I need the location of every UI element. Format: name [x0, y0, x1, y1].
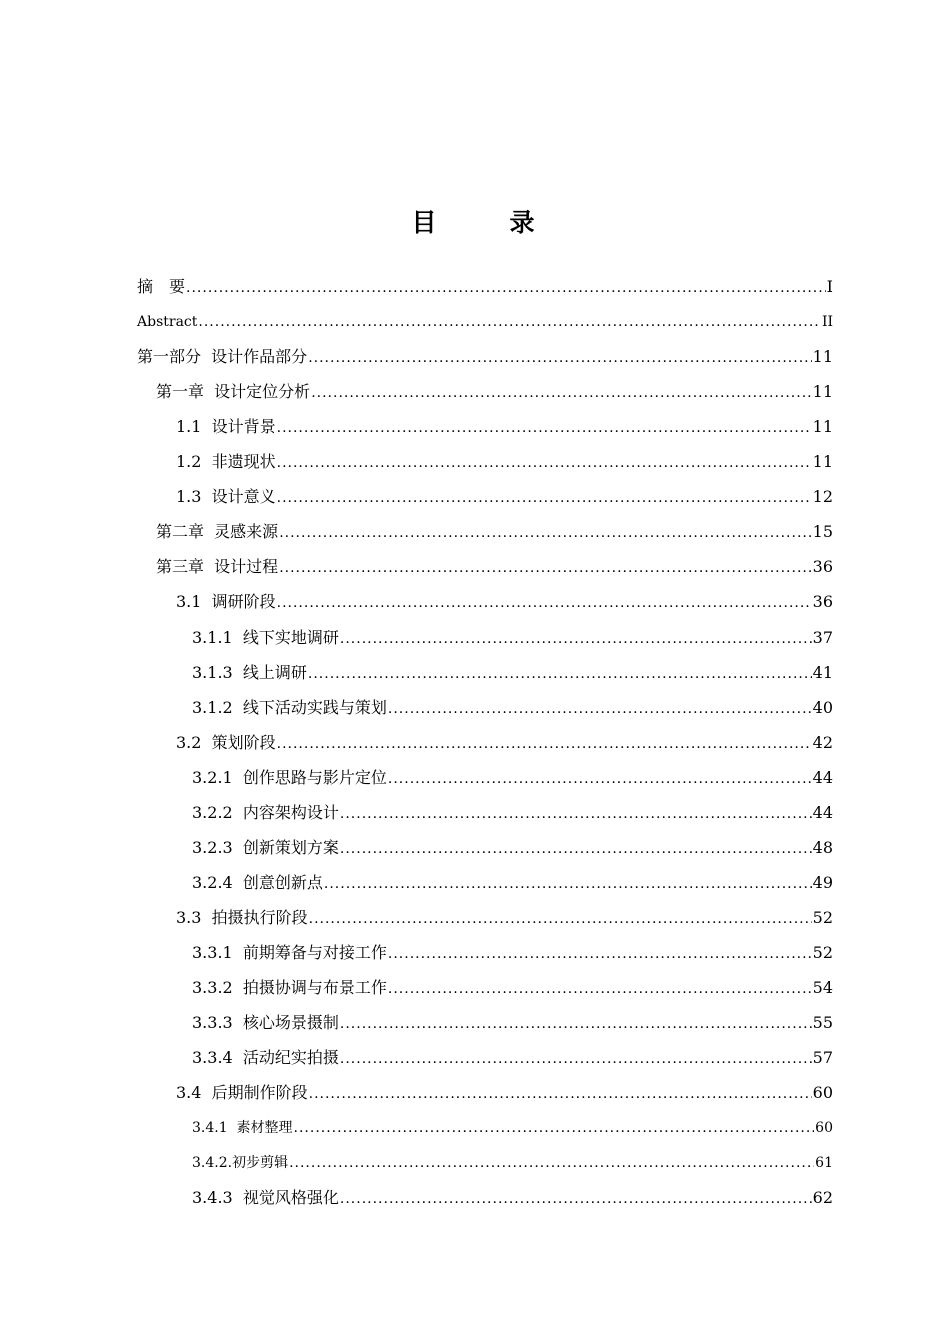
toc-entry-label: 3.4.3 视觉风格强化: [192, 1188, 339, 1208]
toc-dot-leader: [294, 1113, 815, 1143]
toc-entry-label: 3.1.1 线下实地调研: [192, 627, 339, 647]
toc-entry[interactable]: [137, 272, 833, 302]
toc-entry-label: 3.2.1 创作思路与影片定位: [192, 767, 387, 787]
toc-dot-leader: [277, 448, 812, 478]
toc-entry-page-number: 60: [815, 1120, 833, 1137]
toc-dot-leader: [340, 624, 812, 654]
toc-entry-page-number: I: [826, 277, 833, 296]
toc-entry-page-number: 36: [812, 557, 833, 577]
toc-entry-page-number: 36: [812, 592, 833, 612]
toc-entry-label: 第三章 设计过程: [156, 557, 279, 577]
toc-entry-page-number: 11: [812, 382, 833, 402]
toc-entry-page-number: 52: [812, 907, 833, 927]
toc-entry[interactable]: [192, 658, 833, 688]
toc-dot-leader: [308, 343, 811, 373]
toc-dot-leader: [388, 694, 812, 724]
toc-dot-leader: [340, 1044, 812, 1074]
toc-entry[interactable]: [192, 1148, 833, 1178]
toc-entry[interactable]: [156, 552, 833, 582]
toc-entry[interactable]: [137, 342, 833, 372]
toc-dot-leader: [388, 764, 812, 794]
toc-entry[interactable]: [192, 1183, 833, 1213]
toc-entry[interactable]: [156, 377, 833, 407]
toc-entry-page-number: 52: [812, 942, 833, 962]
toc-entry-page-number: 40: [812, 697, 833, 717]
toc-entry[interactable]: [176, 1078, 833, 1108]
toc-dot-leader: [388, 939, 812, 969]
page-title: 目 录: [411, 208, 559, 237]
toc-entry[interactable]: [156, 517, 833, 547]
toc-entry-label: 第一章 设计定位分析: [156, 382, 311, 402]
toc-entry-page-number: 37: [812, 627, 833, 647]
toc-dot-leader: [277, 729, 812, 759]
toc-entry-page-number: 11: [812, 347, 833, 367]
toc-entry-label: 3.3 拍摄执行阶段: [176, 907, 308, 927]
toc-dot-leader: [311, 378, 811, 408]
toc-entry[interactable]: [176, 447, 833, 477]
toc-dot-leader: [340, 1009, 812, 1039]
toc-entry[interactable]: [192, 763, 833, 793]
toc-entry-label: 摘 要: [137, 277, 186, 296]
toc-entry-label: 第一部分 设计作品部分: [137, 347, 308, 367]
toc-dot-leader: [289, 1148, 814, 1178]
toc-entry-page-number: 42: [812, 732, 833, 752]
toc-entry-label: 第二章 灵感来源: [156, 522, 279, 542]
toc-entry-page-number: 49: [812, 872, 833, 892]
toc-entry-page-number: 11: [812, 452, 833, 472]
toc-dot-leader: [324, 869, 812, 899]
toc-entry-label: Abstract: [137, 314, 198, 331]
toc-entry-label: 3.1 调研阶段: [176, 592, 276, 612]
toc-entry-label: 3.2.2 内容架构设计: [192, 802, 339, 822]
toc-entry-label: 3.3.3 核心场景摄制: [192, 1013, 339, 1033]
toc-entry[interactable]: [176, 903, 833, 933]
toc-dot-leader: [279, 553, 811, 583]
toc-dot-leader: [277, 588, 812, 618]
toc-dot-leader: [279, 518, 811, 548]
toc-entry[interactable]: [192, 973, 833, 1003]
toc-entry-label: 3.4.1 素材整理: [192, 1120, 293, 1137]
toc-entry[interactable]: [192, 938, 833, 968]
toc-entry[interactable]: [192, 693, 833, 723]
toc-entry[interactable]: [192, 798, 833, 828]
toc-entry-page-number: 48: [812, 837, 833, 857]
toc-entry-page-number: 44: [812, 802, 833, 822]
toc-entry-label: 1.3 设计意义: [176, 487, 276, 507]
toc-dot-leader: [277, 413, 812, 443]
toc-entry-page-number: 12: [812, 487, 833, 507]
toc-entry[interactable]: [176, 728, 833, 758]
toc-entry-label: 3.4.2.初步剪辑: [192, 1155, 289, 1172]
toc-entry-label: 3.4 后期制作阶段: [176, 1083, 308, 1103]
toc-entry[interactable]: [192, 868, 833, 898]
toc-entry-page-number: 62: [812, 1188, 833, 1208]
toc-dot-leader: [309, 904, 812, 934]
toc-entry-page-number: 15: [812, 522, 833, 542]
toc-entry-label: 3.2 策划阶段: [176, 732, 276, 752]
toc-dot-leader: [309, 1079, 812, 1109]
toc-entry-page-number: 41: [812, 662, 833, 682]
toc-entry-page-number: 11: [812, 417, 833, 437]
toc-entry[interactable]: [176, 587, 833, 617]
toc-entry-page-number: II: [821, 314, 833, 331]
toc-entry-page-number: 57: [812, 1048, 833, 1068]
toc-dot-leader: [340, 1184, 812, 1214]
toc-entry-label: 3.2.3 创新策划方案: [192, 837, 339, 857]
toc-entry[interactable]: [192, 833, 833, 863]
toc-entry[interactable]: [192, 623, 833, 653]
toc-dot-leader: [340, 799, 812, 829]
toc-entry-label: 3.3.4 活动纪实拍摄: [192, 1048, 339, 1068]
toc-dot-leader: [308, 659, 812, 689]
toc-entry-label: 1.2 非遗现状: [176, 452, 276, 472]
toc-entry[interactable]: [192, 1008, 833, 1038]
toc-entry-label: 3.1.3 线上调研: [192, 662, 307, 682]
toc-dot-leader: [198, 307, 821, 337]
toc-entry[interactable]: [176, 412, 833, 442]
toc-entry[interactable]: [192, 1043, 833, 1073]
toc-dot-leader: [277, 483, 812, 513]
toc-entry-label: 1.1 设计背景: [176, 417, 276, 437]
toc-entry[interactable]: [137, 307, 833, 337]
toc-entry-page-number: 60: [812, 1083, 833, 1103]
toc-dot-leader: [186, 273, 826, 303]
toc-entry-label: 3.3.1 前期筹备与对接工作: [192, 942, 387, 962]
toc-entry-label: 3.3.2 拍摄协调与布景工作: [192, 978, 387, 997]
toc-entry-page-number: 55: [812, 1013, 833, 1033]
toc-dot-leader: [340, 834, 812, 864]
toc-entry-label: 3.2.4 创意创新点: [192, 872, 323, 892]
toc-entry[interactable]: [192, 1113, 833, 1143]
toc-entry-page-number: 54: [812, 978, 833, 997]
toc-entry-page-number: 44: [812, 767, 833, 787]
toc-entry-label: 3.1.2 线下活动实践与策划: [192, 697, 387, 717]
toc-dot-leader: [388, 974, 812, 1004]
toc-entry-page-number: 61: [815, 1155, 833, 1172]
toc-entry[interactable]: [176, 482, 833, 512]
